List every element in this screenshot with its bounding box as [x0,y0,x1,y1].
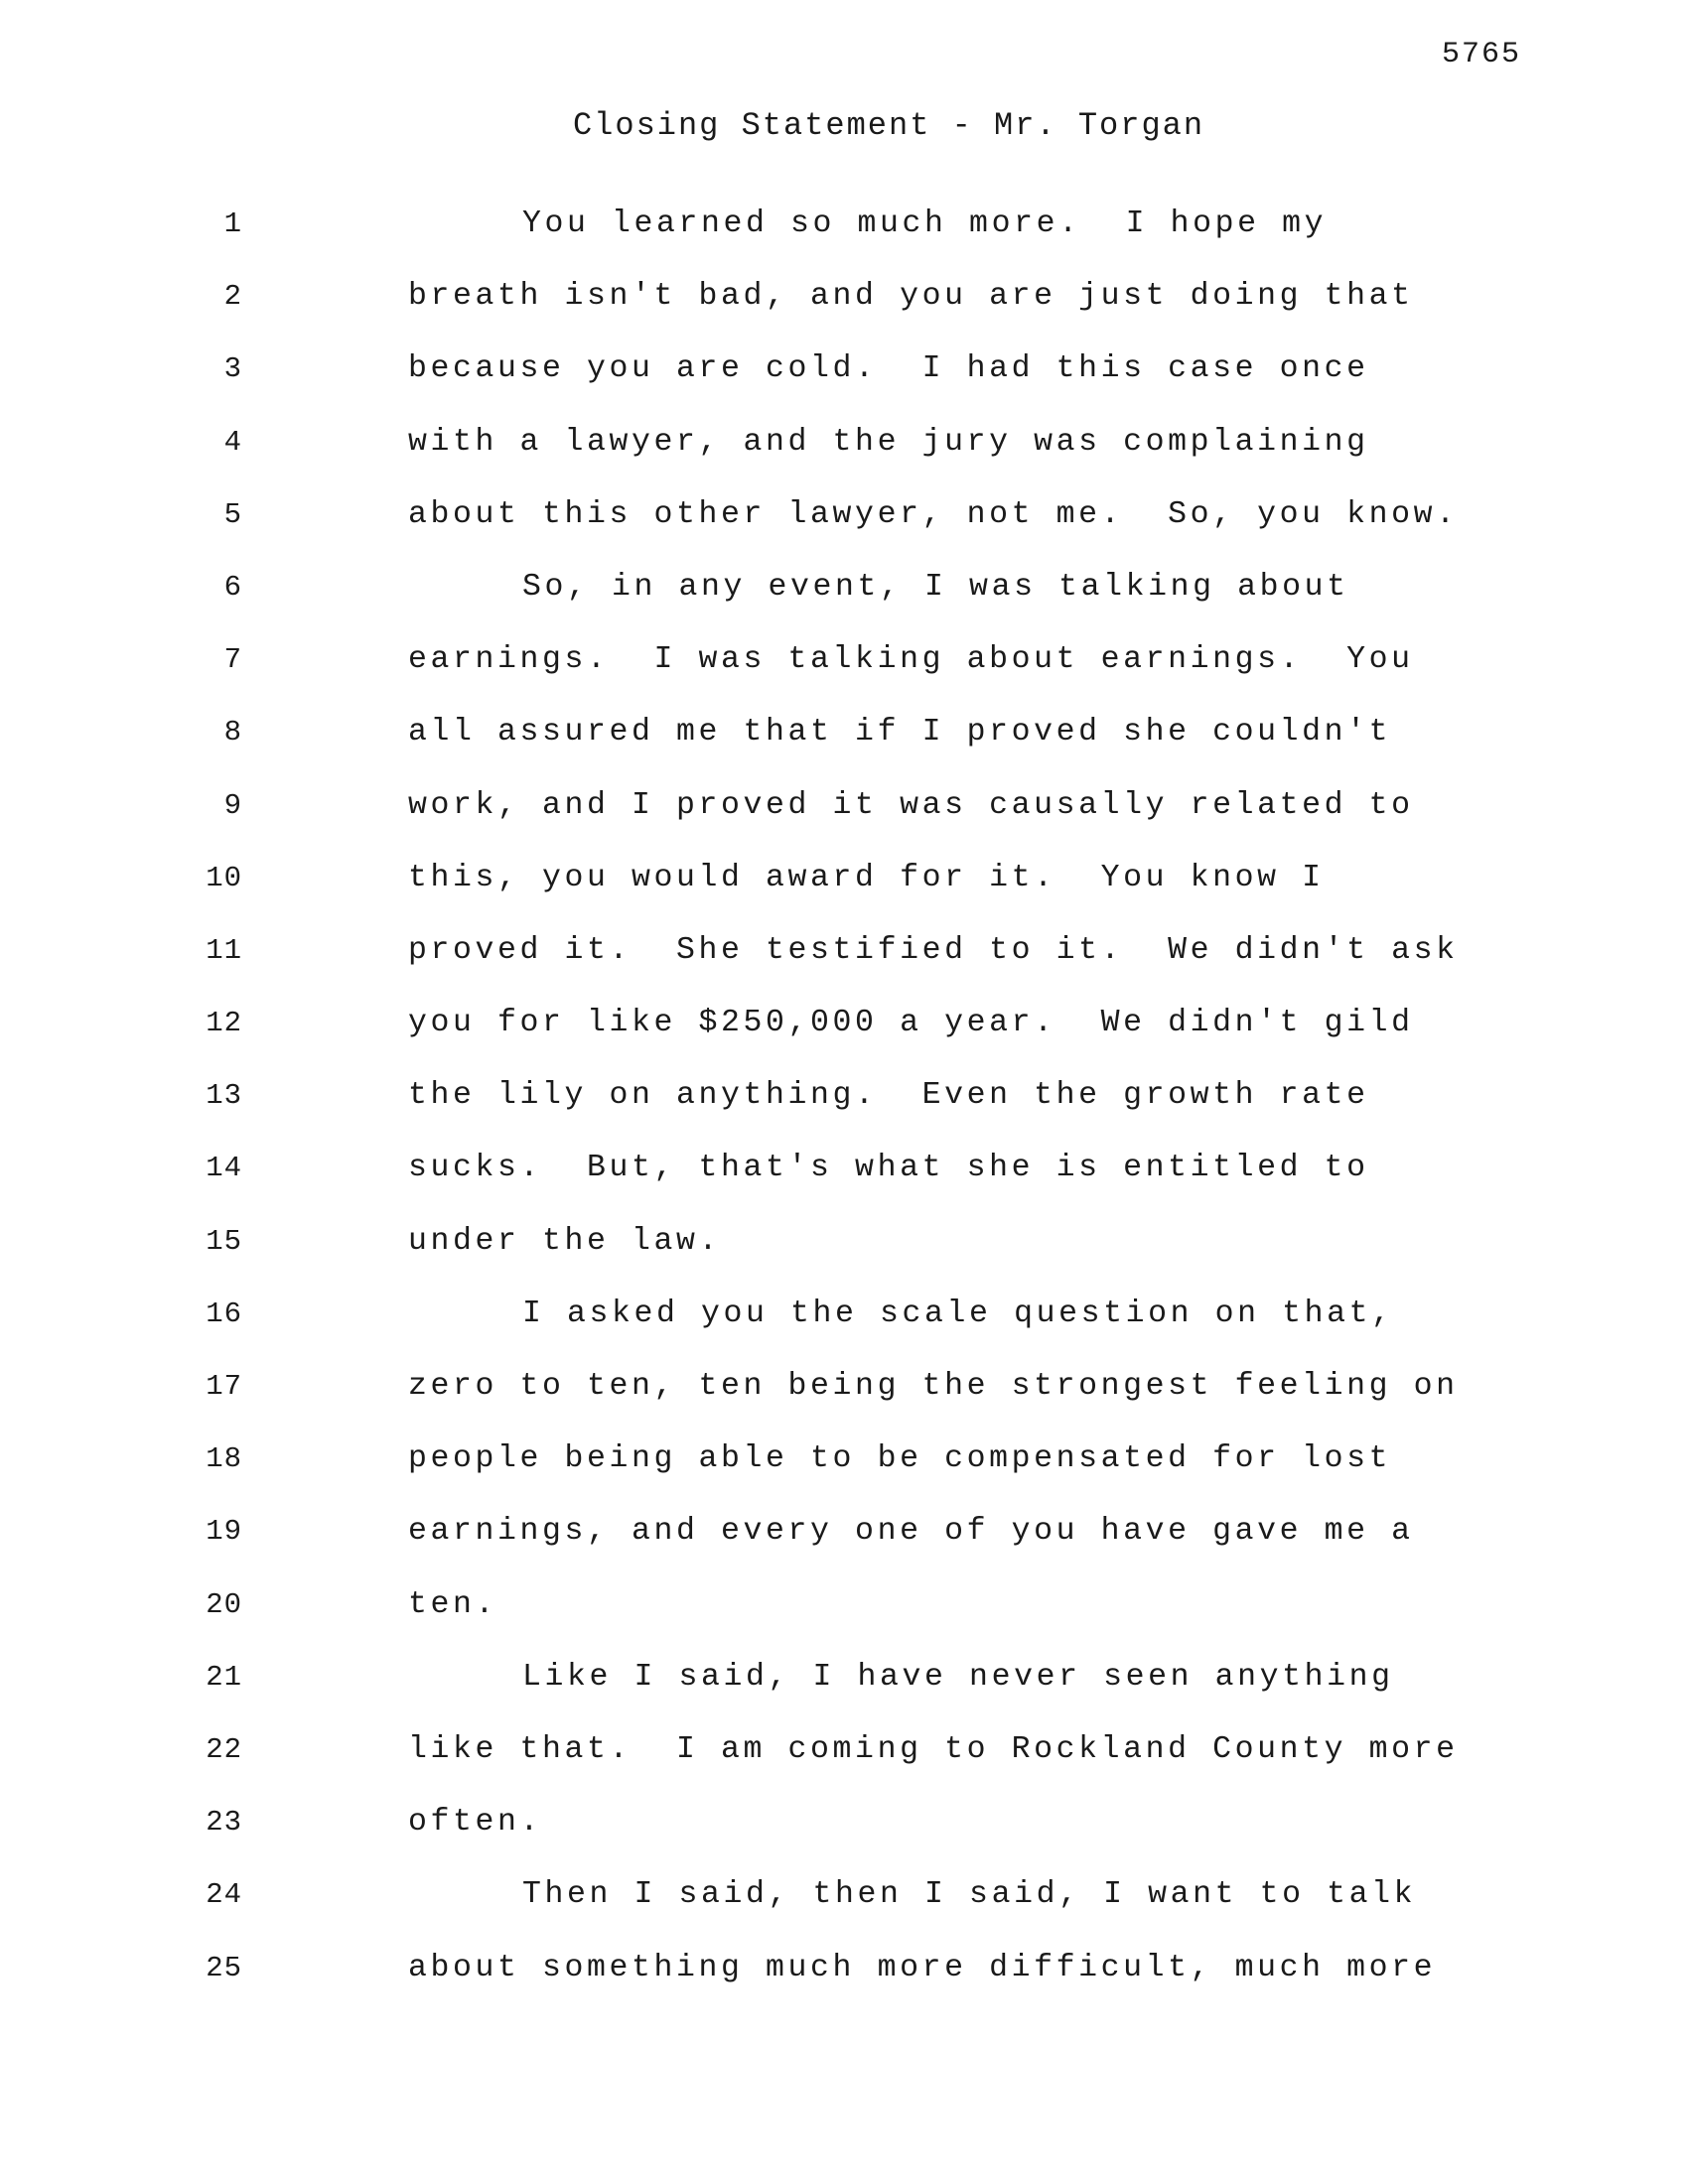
line-text: work, and I proved it was causally related to [408,787,1414,823]
transcript-line [0,198,1688,270]
transcript-lines [0,198,1688,2014]
line-text: all assured me that if I proved she couldn't [408,715,1392,751]
transcript-line [0,1505,1688,1577]
line-text: about this other lawyer, not me. So, you know. [408,496,1459,532]
line-number: 20 [206,1587,242,1621]
transcript-line [0,1142,1688,1214]
line-text: you for like $250,000 a year. We didn't gild [408,1006,1414,1041]
line-text: the lily on anything. Even the growth rate [408,1078,1369,1114]
transcript-line [0,779,1688,852]
transcript-line [0,997,1688,1069]
transcript-line [0,488,1688,561]
line-text: this, you would award for it. You know I [408,860,1325,895]
line-text: breath isn't bad, and you are just doing that [408,279,1414,315]
line-number: 5 [223,497,242,531]
line-text: people being able to be compensated for lost [408,1441,1392,1477]
line-number: 3 [223,352,242,386]
line-text: Like I said, I have never seen anything [522,1659,1394,1695]
line-number: 4 [223,425,242,459]
line-text: like that. I am coming to Rockland County more [408,1731,1459,1767]
line-text: earnings. I was talking about earnings. You [408,642,1414,678]
line-number: 25 [206,1951,242,1984]
page-header: Closing Statement - Mr. Torgan [572,107,1205,144]
line-text: I asked you the scale question on that, [522,1296,1394,1331]
transcript-line [0,561,1688,633]
line-text: So, in any event, I was talking about [522,569,1349,605]
transcript-line [0,633,1688,706]
line-number: 15 [206,1224,242,1258]
line-number: 2 [223,280,242,314]
transcript-line [0,342,1688,415]
line-text: about something much more difficult, much more [408,1950,1437,1985]
line-text: You learned so much more. I hope my [522,206,1328,241]
transcript-line [0,1651,1688,1723]
line-number: 23 [206,1806,242,1840]
transcript-line [0,1215,1688,1288]
line-number: 22 [206,1732,242,1766]
transcript-line [0,1942,1688,2014]
line-number: 16 [206,1297,242,1330]
transcript-line [0,1578,1688,1651]
line-text: Then I said, then I said, I want to talk [522,1877,1417,1913]
line-number: 6 [223,570,242,604]
line-text: because you are cold. I had this case once [408,351,1369,387]
transcript-line [0,416,1688,488]
line-number: 19 [206,1515,242,1549]
transcript-line [0,852,1688,924]
line-number: 17 [206,1370,242,1403]
line-number: 10 [206,861,242,894]
line-number: 9 [223,788,242,822]
line-text: proved it. She testified to it. We didn't ask [408,932,1459,968]
transcript-line [0,706,1688,778]
transcript-line [0,1868,1688,1941]
line-text: often. [408,1805,543,1841]
line-number: 12 [206,1007,242,1040]
transcript-line [0,270,1688,342]
line-text: ten. [408,1586,498,1622]
line-text: earnings, and every one of you have gave me a [408,1514,1414,1550]
line-number: 18 [206,1442,242,1476]
line-number: 7 [223,643,242,677]
line-text: zero to ten, ten being the strongest feeling on [408,1369,1459,1404]
transcript-line [0,1360,1688,1433]
line-number: 21 [206,1660,242,1694]
transcript-line [0,1433,1688,1505]
line-text: sucks. But, that's what she is entitled to [408,1151,1369,1186]
page-number: 5765 [1441,38,1521,71]
line-number: 24 [206,1878,242,1912]
transcript-line [0,1069,1688,1142]
line-number: 14 [206,1152,242,1185]
line-number: 8 [223,716,242,750]
transcript-line [0,1796,1688,1868]
transcript-line [0,1723,1688,1796]
transcript-line [0,1288,1688,1360]
line-number: 11 [206,933,242,967]
line-text: under the law. [408,1223,722,1259]
line-text: with a lawyer, and the jury was complaining [408,424,1369,460]
line-number: 13 [206,1079,242,1113]
transcript-line [0,924,1688,997]
line-number: 1 [223,207,242,240]
